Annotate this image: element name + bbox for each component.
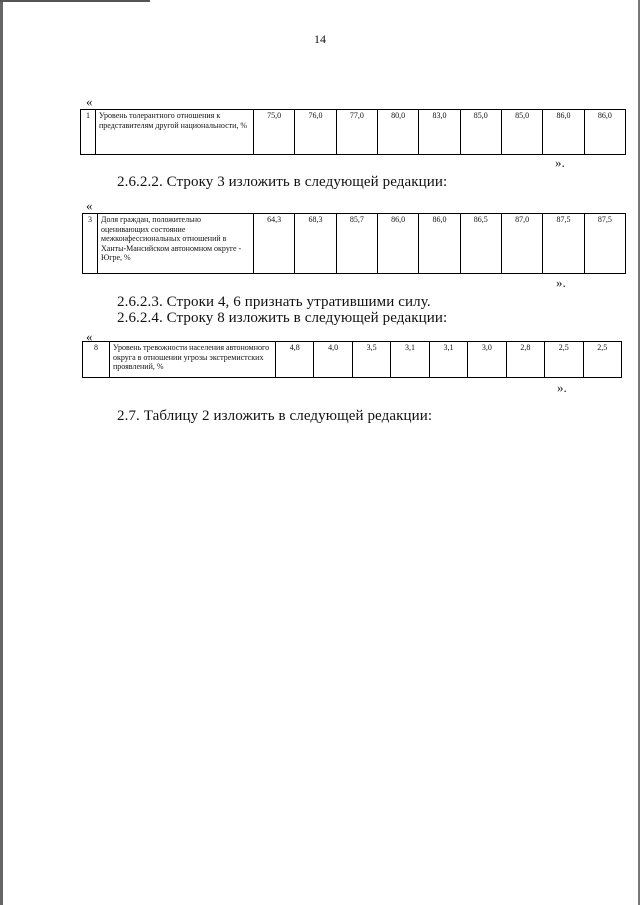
close-quote: ». — [557, 380, 567, 395]
value-cell: 85,0 — [501, 110, 542, 155]
paragraph-2-6-2-2: 2.6.2.2. Строку 3 изложить в следующей редакции: — [117, 174, 448, 190]
paragraph-2-7: 2.7. Таблицу 2 изложить в следующей редакции: — [117, 408, 433, 424]
scan-edge-top — [0, 0, 150, 2]
page-number: 14 — [314, 32, 326, 46]
open-quote: « — [86, 329, 93, 344]
value-cell: 86,0 — [419, 214, 460, 274]
value-cell: 86,0 — [377, 214, 418, 274]
row-number: 3 — [83, 214, 98, 274]
value-cell: 87,5 — [543, 214, 584, 274]
value-cell: 86,5 — [460, 214, 501, 274]
value-cell: 87,5 — [584, 214, 625, 274]
value-cell: 64,3 — [254, 214, 295, 274]
value-cell: 76,0 — [295, 110, 336, 155]
close-quote: ». — [555, 155, 565, 170]
row-number: 1 — [81, 110, 96, 155]
value-cell: 3,0 — [468, 342, 506, 378]
open-quote: « — [86, 198, 93, 213]
value-cell: 4,8 — [276, 342, 314, 378]
value-cell: 83,0 — [419, 110, 460, 155]
value-cell: 80,0 — [377, 110, 418, 155]
value-cell: 3,1 — [429, 342, 467, 378]
open-quote: « — [86, 94, 93, 109]
value-cell: 2,5 — [583, 342, 622, 378]
paragraph-2-6-2-3: 2.6.2.3. Строки 4, 6 признать утратившими силу. — [117, 294, 431, 310]
value-cell: 75,0 — [254, 110, 295, 155]
row-description: Уровень тревожности населения автономного округа в отношении угрозы экстремистских проявлений, % — [110, 342, 276, 378]
value-cell: 77,0 — [336, 110, 377, 155]
value-cell: 2,5 — [545, 342, 583, 378]
table-row-8 — [82, 341, 622, 378]
value-cell: 3,5 — [352, 342, 390, 378]
row-description: Доля граждан, положительно оценивающих состояние межконфессиональных отношений в Ханты-Мансийском автономном округе - Югре, % — [98, 214, 254, 274]
table-row-1 — [80, 109, 626, 155]
value-cell: 4,0 — [314, 342, 352, 378]
value-cell: 68,3 — [295, 214, 336, 274]
value-cell: 86,0 — [584, 110, 625, 155]
scan-edge-left — [0, 0, 3, 905]
close-quote: ». — [556, 275, 566, 290]
value-cell: 3,1 — [391, 342, 429, 378]
value-cell: 2,8 — [506, 342, 544, 378]
row-description: Уровень толерантного отношения к представителям другой национальности, % — [96, 110, 254, 155]
paragraph-2-6-2-4: 2.6.2.4. Строку 8 изложить в следующей редакции: — [117, 310, 448, 326]
value-cell: 86,0 — [543, 110, 584, 155]
value-cell: 87,0 — [501, 214, 542, 274]
value-cell: 85,0 — [460, 110, 501, 155]
row-number: 8 — [83, 342, 110, 378]
table-row-3 — [82, 213, 626, 274]
value-cell: 85,7 — [336, 214, 377, 274]
